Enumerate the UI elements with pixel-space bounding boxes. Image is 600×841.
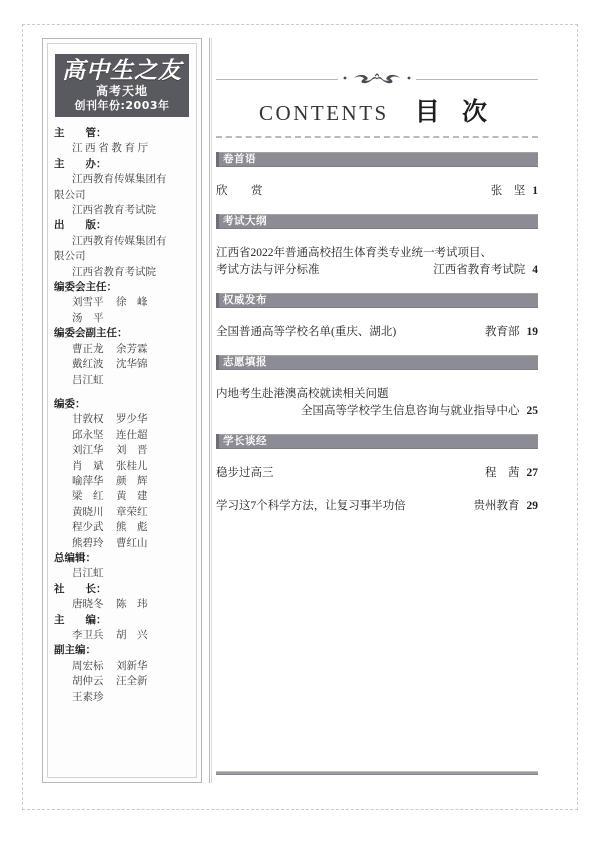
imprint-name: 吕江虹 xyxy=(72,374,104,386)
section-header-label: 权威发布 xyxy=(223,295,267,306)
imprint-name: 周宏标 xyxy=(72,660,104,672)
entry-page-number: 27 xyxy=(526,467,538,479)
imprint-name: 邱永坚 xyxy=(72,429,104,441)
entry-title-row xyxy=(216,498,538,515)
section-header-label: 卷首语 xyxy=(223,154,256,165)
imprint-name: 王素珍 xyxy=(72,691,104,703)
entry-meta xyxy=(485,465,538,482)
imprint-label: 社 长： xyxy=(54,583,107,595)
imprint-name-pair xyxy=(54,597,190,612)
contents-title-en: CONTENTS xyxy=(259,101,389,125)
section-header-bar xyxy=(216,214,538,229)
imprint-name: 刘雪平 xyxy=(72,297,104,309)
imprint-list xyxy=(54,126,190,705)
entry-author: 张 坚 xyxy=(490,185,526,197)
imprint-name: 颜 辉 xyxy=(116,475,148,487)
imprint-name-pair xyxy=(54,690,190,705)
imprint-name-pair xyxy=(54,342,190,357)
imprint-name: 罗少华 xyxy=(116,414,148,426)
ornament-flourish-icon xyxy=(338,71,416,88)
imprint-name: 李卫兵 xyxy=(72,630,104,641)
contents-entry[interactable] xyxy=(216,386,538,420)
imprint-name: 陈 玮 xyxy=(116,599,148,611)
imprint-name: 甘敦权 xyxy=(72,414,104,426)
contents-bottom-rule xyxy=(216,771,538,775)
imprint-spacer xyxy=(54,388,190,397)
entry-meta xyxy=(474,498,539,515)
contents-entry[interactable] xyxy=(216,498,538,515)
imprint-label: 编委会主任： xyxy=(54,282,117,294)
imprint-name-pair xyxy=(54,520,190,535)
entry-title: 稳步过高三 xyxy=(216,467,274,479)
contents-entry[interactable] xyxy=(216,183,538,200)
imprint-label: 主 编： xyxy=(54,614,107,626)
imprint-name: 沈华锦 xyxy=(116,359,148,371)
imprint-name: 徐 峰 xyxy=(116,297,148,309)
entry-meta xyxy=(485,324,538,341)
entry-title: 全国普通高等学校名单(重庆、湖北) xyxy=(216,326,397,338)
imprint-value: 限公司 xyxy=(54,251,86,263)
entry-credit-row xyxy=(216,403,538,420)
imprint-name-pair xyxy=(54,489,190,504)
imprint-name: 汤 平 xyxy=(72,312,104,324)
entry-page-number: 1 xyxy=(532,185,538,197)
imprint-name: 程少武 xyxy=(72,522,104,534)
imprint-name: 黄晓川 xyxy=(72,506,104,518)
imprint-name: 曹红山 xyxy=(116,537,148,549)
magazine-logo xyxy=(55,54,189,117)
entry-author: 全国高等学校学生信息咨询与就业指导中心 xyxy=(301,405,520,417)
entry-meta xyxy=(491,183,538,200)
imprint-name-pair xyxy=(54,357,190,372)
entry-title-row xyxy=(216,183,538,200)
section-header-bar xyxy=(216,152,538,167)
contents-entry[interactable] xyxy=(216,324,538,341)
imprint-label: 副主编： xyxy=(54,645,96,657)
imprint-name-pair xyxy=(54,459,190,474)
entry-author: 贵州教育 xyxy=(473,500,520,512)
entry-title-row xyxy=(216,245,538,262)
flourish-svg xyxy=(342,71,412,85)
imprint-name: 汪全新 xyxy=(116,676,148,688)
section-header-label: 志愿填报 xyxy=(223,357,267,368)
imprint-name: 张桂儿 xyxy=(116,460,148,472)
imprint-name-pair xyxy=(54,674,190,689)
imprint-value: 江西省教育考试院 xyxy=(72,205,156,217)
entry-title-row xyxy=(216,324,538,341)
entry-title: 江西省2022年普通高校招生体育类专业统一考试项目、 xyxy=(216,247,492,259)
masthead-inner-frame xyxy=(47,43,197,778)
imprint-name: 梁 红 xyxy=(72,491,104,503)
imprint-name: 刘 晋 xyxy=(116,445,148,457)
contents-title-cn: 目 次 xyxy=(414,99,495,126)
imprint-name: 胡 兴 xyxy=(116,630,148,641)
ornament-rule xyxy=(216,72,538,86)
entry-meta xyxy=(433,262,538,279)
imprint-name: 唐晓冬 xyxy=(72,599,104,611)
entry-title: 内地考生赴港澳高校就读相关问题 xyxy=(216,388,389,400)
imprint-value: 限公司 xyxy=(54,189,86,201)
imprint-name: 戴红波 xyxy=(72,359,104,371)
entry-author: 教育部 xyxy=(485,326,520,338)
section-header-label: 考试大纲 xyxy=(223,216,267,227)
contents-dashed-rule xyxy=(216,136,538,138)
imprint-label: 编委： xyxy=(54,398,86,410)
imprint-label: 主 管： xyxy=(54,128,107,139)
contents-entry[interactable] xyxy=(216,245,538,279)
imprint-name: 曹正龙 xyxy=(72,343,104,355)
logo-title: 高中生之友 xyxy=(62,57,182,84)
imprint-name: 肖 斌 xyxy=(72,460,104,472)
section-header-bar xyxy=(216,434,538,449)
entry-subtitle-row xyxy=(216,262,538,279)
entry-title: 学习这7个科学方法，让复习事半功倍 xyxy=(216,500,406,512)
imprint-name-pair xyxy=(54,428,190,443)
imprint-value: 江西省教育考试院 xyxy=(72,266,156,278)
imprint-name: 刘新华 xyxy=(116,660,148,672)
imprint-name-pair xyxy=(54,628,190,643)
entry-title: 欣 赏 xyxy=(216,185,269,197)
imprint-name: 刘江华 xyxy=(72,445,104,457)
imprint-name-pair xyxy=(54,412,190,427)
imprint-name: 黄 建 xyxy=(116,491,148,503)
imprint-name-pair xyxy=(54,311,190,326)
contents-entry[interactable] xyxy=(216,465,538,482)
imprint-name: 熊碧玲 xyxy=(72,537,104,549)
imprint-name-pair xyxy=(54,373,190,388)
entry-title-row xyxy=(216,386,538,403)
section-header-bar xyxy=(216,293,538,308)
imprint-label: 编委会副主任： xyxy=(54,328,128,340)
imprint-name: 胡仲云 xyxy=(72,676,104,688)
masthead-panel xyxy=(42,38,202,783)
imprint-name: 章荣红 xyxy=(116,506,148,518)
imprint-name: 喻萍华 xyxy=(72,475,104,487)
imprint-name-pair xyxy=(54,295,190,310)
contents-sections xyxy=(216,152,538,515)
logo-founding-year: 创刊年份:2003年 xyxy=(74,99,170,112)
entry-page-number: 25 xyxy=(526,405,538,417)
imprint-value: 江西教育传媒集团有 xyxy=(72,174,167,186)
imprint-name: 连仕超 xyxy=(116,429,148,441)
imprint-name: 熊 彪 xyxy=(116,522,148,534)
entry-title-row xyxy=(216,465,538,482)
section-header-label: 学长谈经 xyxy=(223,436,267,447)
imprint-label: 主 办： xyxy=(54,158,107,170)
imprint-name-pair xyxy=(54,536,190,551)
contents-title xyxy=(216,86,538,136)
entry-author: 程 茜 xyxy=(485,467,520,479)
entry-page-number: 4 xyxy=(532,264,538,276)
entry-author: 江西省教育考试院 xyxy=(433,264,526,276)
entry-title-line2: 考试方法与评分标准 xyxy=(216,264,320,276)
imprint-label: 总编辑： xyxy=(54,552,96,564)
imprint-value: 江 西 省 教 育 厅 xyxy=(72,143,149,155)
imprint-label: 出 版： xyxy=(54,220,107,232)
imprint-value: 江西教育传媒集团有 xyxy=(72,235,167,247)
panel-divider xyxy=(209,38,212,783)
imprint-name-pair xyxy=(54,443,190,458)
entry-page-number: 29 xyxy=(526,500,538,512)
entry-page-number: 19 xyxy=(526,326,538,338)
imprint-name: 余芳霖 xyxy=(116,343,148,355)
logo-subtitle: 高考天地 xyxy=(95,84,148,98)
imprint-name-pair xyxy=(54,474,190,489)
imprint-name-pair xyxy=(54,659,190,674)
section-header-bar xyxy=(216,355,538,370)
imprint-value: 吕江虹 xyxy=(72,568,104,580)
imprint-name-pair xyxy=(54,505,190,520)
contents-panel xyxy=(216,38,538,515)
